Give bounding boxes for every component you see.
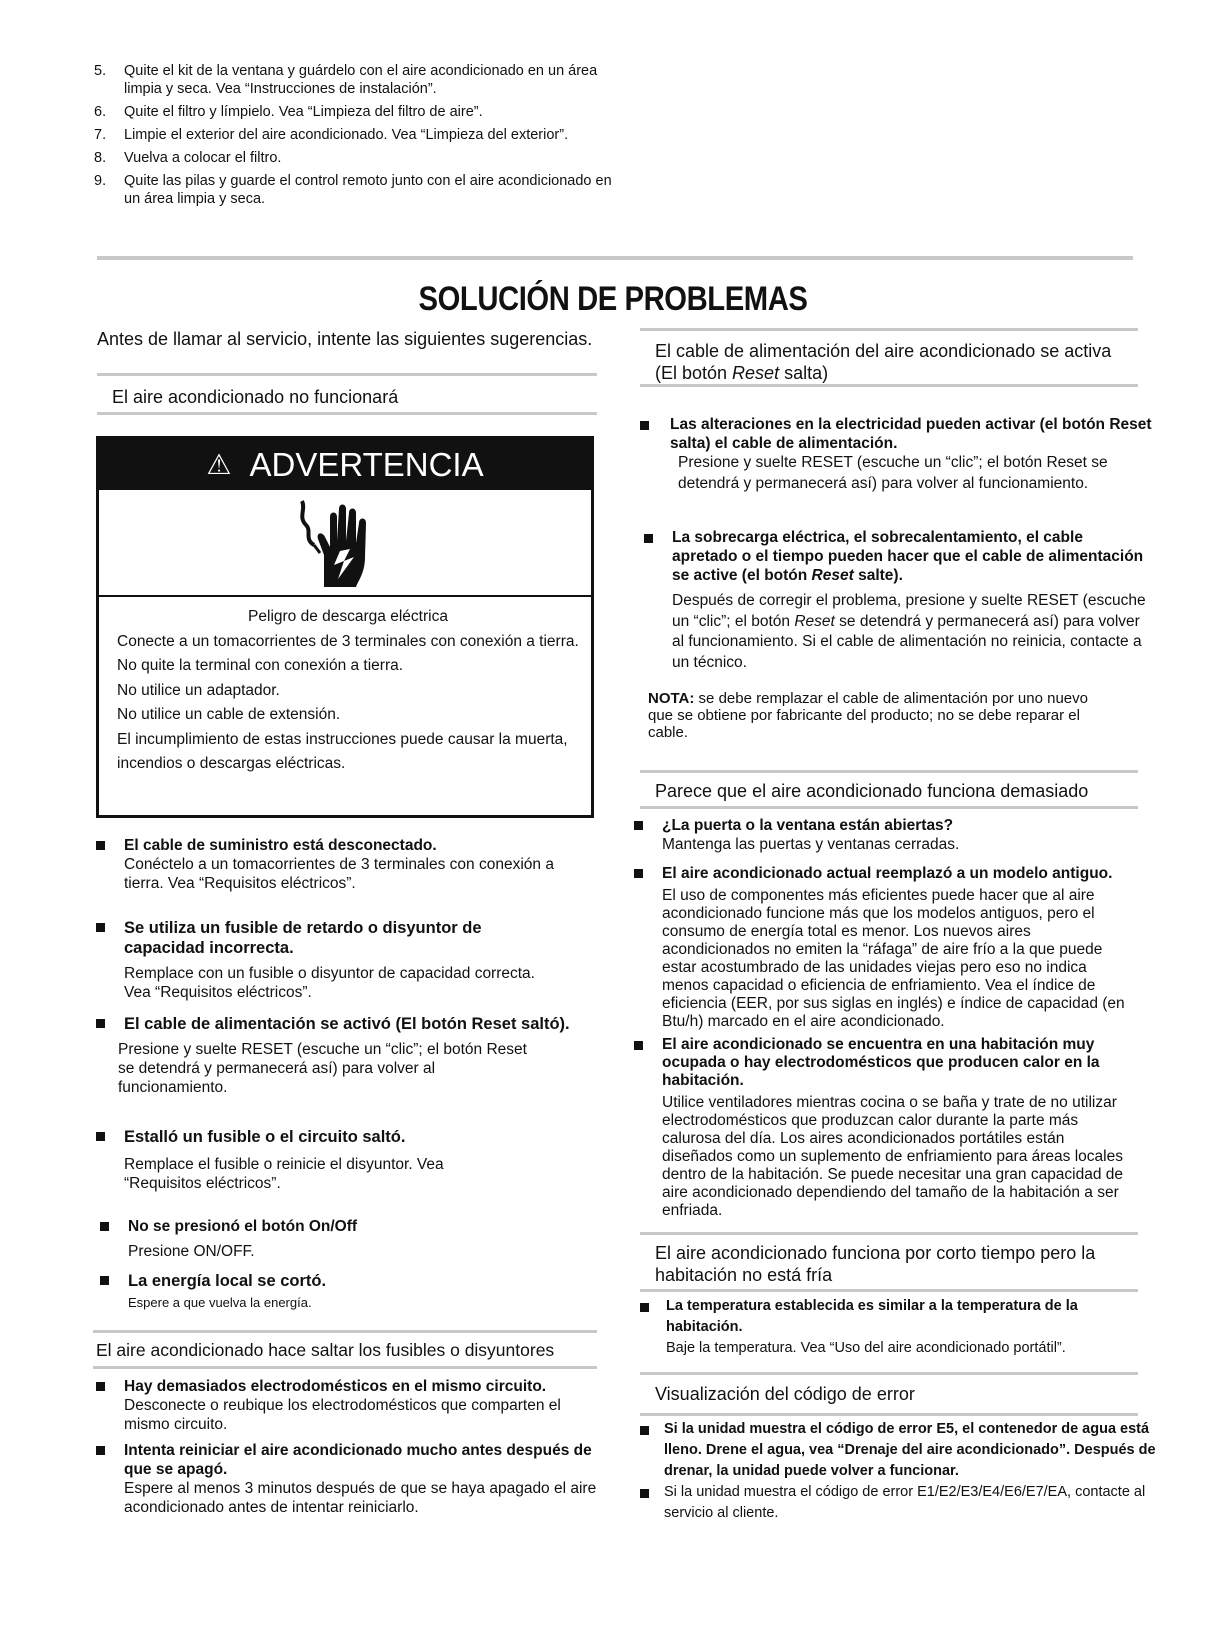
divider [97, 412, 597, 415]
item-body: Presione y suelte RESET (escuche un “clic”; el botón Reset se detendrá y permanecerá así) para volver al funcionamiento. [678, 454, 1108, 492]
list-item [634, 816, 1162, 854]
item-body: Presione y suelte RESET (escuche un “clic”; el botón Reset se detendrá y permanecerá así) para volver al funcionamiento. [118, 1041, 527, 1096]
list-item [640, 415, 1168, 494]
item-heading: La energía local se cortó. [128, 1272, 327, 1290]
section-heading-corto-tiempo: El aire acondicionado funciona por corto tiempo pero la habitación no está fría [655, 1243, 1096, 1285]
body-text: se detendrá y permanecerá así) para volver al funcionamiento. Si el cable de alimentación no reinicia, contacte a un técnico. [672, 612, 1142, 671]
item-heading [672, 528, 1148, 585]
step-number: 6. [94, 104, 107, 120]
divider [93, 1366, 597, 1369]
bullet-icon [100, 1222, 109, 1231]
warning-heading: Peligro de descarga eléctrica [248, 608, 448, 625]
note-body: se debe remplazar el cable de alimentación por uno nuevo que se obtiene por fabricante del producto; no se debe reparar el cable. [648, 690, 1088, 741]
divider [640, 1232, 1138, 1235]
item-body: Remplace el fusible o reinicie el disyuntor. Vea “Requisitos eléctricos”. [124, 1156, 444, 1192]
bullet-icon [96, 1382, 105, 1391]
step-number: 5. [94, 63, 107, 79]
step-number: 7. [94, 127, 107, 143]
heading-emphasis: Reset [732, 363, 780, 383]
item-heading: No se presionó el botón On/Off [128, 1218, 358, 1235]
list-item [100, 1217, 568, 1261]
list-item [634, 1036, 1166, 1220]
bullet-icon [96, 1019, 105, 1028]
section-heading-no-funcionara: El aire acondicionado no funcionará [112, 387, 399, 407]
bullet-icon [634, 869, 643, 878]
bullet-icon [100, 1276, 109, 1285]
page-title: SOLUCIÓN DE PROBLEMAS [418, 280, 808, 318]
warning-body [117, 605, 579, 777]
bullet-icon [640, 1489, 649, 1498]
item-body [672, 591, 1148, 673]
divider [640, 328, 1138, 331]
heading-emphasis: Reset [811, 567, 854, 584]
item-body: Si la unidad muestra el código de error E1/E2/E3/E4/E6/E7/EA, contacte al servicio al cliente. [664, 1484, 1146, 1521]
divider [93, 1330, 597, 1333]
body-emphasis: Reset [794, 612, 835, 630]
body-text: Después de corregir el problema, presione y suelte RESET (escuche un “clic”; el botón [672, 592, 1146, 630]
item-body: Baje la temperatura. Vea “Uso del aire acondicionado portátil”. [666, 1340, 1066, 1356]
item-body: Conéctelo a un tomacorrientes de 3 terminales con conexión a tierra. Vea “Requisitos eléctricos”. [124, 856, 554, 892]
bullet-icon [634, 821, 643, 830]
step-text: Vuelva a colocar el filtro. [124, 150, 282, 166]
section-heading-fusibles: El aire acondicionado hace saltar los fusibles o disyuntores [96, 1340, 555, 1360]
item-heading: Si la unidad muestra el código de error E5, el contenedor de agua está lleno. Drene el agua, vea “Drenaje del aire acondicionado”. Después de drenar, la unidad puede volver a funcionar. [664, 1421, 1156, 1479]
maintenance-steps-list [94, 62, 614, 213]
section-heading-codigo-error: Visualización del código de error [655, 1384, 915, 1404]
step-text: Quite las pilas y guarde el control remoto junto con el aire acondicionado en un área limpia y seca. [124, 173, 612, 207]
heading-text: salta) [779, 363, 829, 383]
item-heading: ¿La puerta o la ventana están abiertas? [662, 817, 954, 834]
divider [640, 806, 1138, 809]
step-number: 9. [94, 173, 107, 189]
item-heading: El cable de suministro está desconectado. [124, 837, 437, 854]
warning-header [99, 439, 591, 490]
list-item [94, 172, 614, 208]
divider [640, 1372, 1138, 1375]
item-heading: El aire acondicionado se encuentra en una habitación muy ocupada o hay electrodomésticos que producen calor en la habitación. [662, 1036, 1100, 1089]
item-heading: La temperatura establecida es similar a la temperatura de la habitación. [666, 1298, 1078, 1335]
list-item [96, 918, 564, 1002]
item-body: Mantenga las puertas y ventanas cerradas. [662, 836, 960, 853]
item-body: Desconecte o reubique los electrodomésticos que comparten el mismo circuito. [124, 1397, 561, 1433]
bullet-icon [640, 421, 649, 430]
intro-text: Antes de llamar al servicio, intente las siguientes sugerencias. [97, 329, 593, 349]
divider [640, 384, 1138, 387]
bullet-icon [634, 1041, 643, 1050]
bullet-icon [96, 1446, 105, 1455]
list-item [96, 1127, 564, 1193]
list-item [644, 528, 1148, 673]
bullet-icon [96, 923, 105, 932]
warning-triangle-icon: ⚠ [206, 449, 232, 480]
section-heading-funciona-demasiado: Parece que el aire acondicionado funciona demasiado [655, 781, 1089, 801]
step-text: Quite el filtro y límpielo. Vea “Limpieza del filtro de aire”. [124, 104, 483, 120]
step-number: 8. [94, 150, 107, 166]
warning-line: No utilice un adaptador. [117, 681, 280, 699]
bullet-icon [644, 534, 653, 543]
list-item [640, 1296, 1166, 1359]
warning-divider [99, 595, 591, 597]
bullet-icon [96, 841, 105, 850]
step-text: Limpie el exterior del aire acondicionado. Vea “Limpieza del exterior”. [124, 127, 569, 143]
item-heading: Estalló un fusible o el circuito saltó. [124, 1128, 406, 1146]
section-divider [97, 256, 1133, 260]
item-heading: Hay demasiados electrodomésticos en el mismo circuito. [124, 1378, 547, 1395]
warning-line: No quite la terminal con conexión a tierra. [117, 657, 404, 674]
list-item [640, 1482, 1169, 1524]
list-item [634, 864, 1166, 1031]
heading-text: La sobrecarga eléctrica, el sobrecalentamiento, el cable apretado o el tiempo pueden hacer que el cable de alimentación se active (el botón [672, 529, 1144, 584]
list-item [96, 1441, 634, 1517]
warning-line: El incumplimiento de estas instrucciones puede causar la muerta, incendios o descargas eléctricas. [117, 730, 568, 772]
warning-title: ADVERTENCIA [249, 446, 484, 483]
bullet-icon [96, 1132, 105, 1141]
list-item [96, 1377, 634, 1434]
list-item [96, 1014, 584, 1097]
item-body: Espere a que vuelva la energía. [128, 1295, 312, 1310]
item-heading: Las alteraciones en la electricidad pueden activar (el botón Reset salta) el cable de alimentación. [670, 416, 1152, 452]
item-body: Utilice ventiladores mientras cocina o se baña y trate de no utilizar electrodomésticos que produzcan calor durante la parte más calurosa del día. Los aires acondicionados portátiles están diseñados como un suplemento de enfriamiento para áreas locales dentro de la habitación. Se puede necesitar una gran capacidad de aire acondicionado dependiendo del tamaño de la habitación a ser enfriada. [662, 1094, 1124, 1219]
list-item [94, 62, 614, 98]
bullet-icon [640, 1426, 649, 1435]
heading-text: salte). [853, 567, 903, 584]
heading-text: El cable de alimentación del aire acondicionado se activa (El botón [655, 341, 1112, 383]
note-label: NOTA: [648, 690, 695, 707]
item-body: Presione ON/OFF. [128, 1243, 255, 1260]
step-text: Quite el kit de la ventana y guárdelo con el aire acondicionado en un área limpia y seca. Vea “Instrucciones de instalación”. [124, 63, 598, 97]
item-heading: Intenta reiniciar el aire acondicionado mucho antes después de que se apagó. [124, 1442, 592, 1478]
list-item [640, 1419, 1169, 1482]
note-text [648, 690, 1108, 741]
bullet-icon [640, 1303, 649, 1312]
electric-shock-hand-icon [294, 495, 384, 591]
section-heading-reset [655, 340, 1125, 384]
warning-line: No utilice un cable de extensión. [117, 706, 341, 723]
item-heading: El aire acondicionado actual reemplazó a un modelo antiguo. [662, 865, 1113, 882]
item-heading: El cable de alimentación se activó (El botón Reset saltó). [124, 1015, 570, 1033]
list-item [100, 1271, 568, 1311]
divider [640, 1413, 1138, 1416]
divider [640, 1289, 1138, 1292]
list-item [94, 103, 614, 121]
list-item [96, 836, 564, 893]
list-item [94, 126, 614, 144]
item-body: Espere al menos 3 minutos después de que se haya apagado el aire acondicionado antes de intentar reiniciarlo. [124, 1480, 597, 1516]
divider [97, 373, 597, 376]
divider [640, 770, 1138, 773]
item-body: Remplace con un fusible o disyuntor de capacidad correcta. Vea “Requisitos eléctricos”. [124, 965, 535, 1001]
list-item [94, 149, 614, 167]
item-heading: Se utiliza un fusible de retardo o disyuntor de capacidad incorrecta. [124, 919, 482, 957]
warning-line: Conecte a un tomacorrientes de 3 terminales con conexión a tierra. [117, 632, 579, 650]
warning-box [96, 436, 594, 818]
item-body: El uso de componentes más eficientes puede hacer que al aire acondicionado funcione más que los modelos antiguos, pero el consumo de energía total es menor. Los nuevos aires acondicionados no emiten la “ráfaga” de aire frío a la que puede estar acostumbrado de las unidades viejas pero eso no indica menos capacidad o eficiencia de enfriamiento. Vea el índice de eficiencia (EER, por sus siglas en inglés) e índice de capacidad (en Btu/h) marcado en el aire acondicionado. [662, 887, 1125, 1030]
